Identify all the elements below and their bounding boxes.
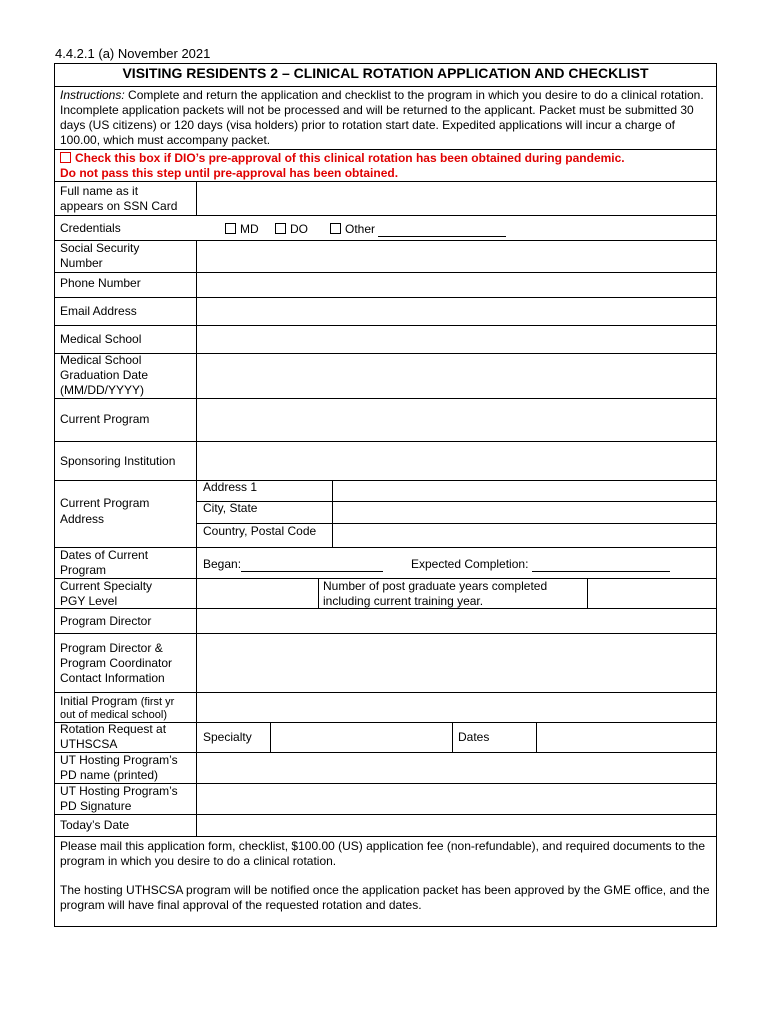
email-label: Email Address	[60, 304, 137, 318]
initial-program-field[interactable]	[197, 693, 716, 722]
phone-field[interactable]	[197, 273, 716, 297]
grad-date-label-line3: (MM/DD/YYYY)	[60, 383, 144, 397]
full-name-label-line1: Full name as it	[60, 184, 139, 198]
initial-program-label	[60, 694, 174, 710]
pd-contact-label-line3: Contact Information	[60, 671, 165, 685]
pd-signature-label-line2: PD Signature	[60, 799, 132, 813]
credential-other-option[interactable]	[330, 222, 506, 237]
program-director-label: Program Director	[60, 614, 152, 628]
form-title: VISITING RESIDENTS 2 – CLINICAL ROTATION APPLICATION AND CHECKLIST	[122, 65, 649, 81]
current-specialty-field[interactable]	[197, 579, 318, 608]
dates-current-label-line2: Program	[60, 563, 107, 577]
todays-date-label: Today’s Date	[60, 818, 130, 832]
ssn-field[interactable]	[197, 241, 716, 272]
preapproval-text: Check this box if DIO’s pre-approval of this clinical rotation has been obtained during pandemic.	[75, 151, 625, 165]
pd-contact-label-line2: Program Coordinator	[60, 656, 173, 670]
pd-name-field[interactable]	[197, 753, 716, 783]
rotation-request-label-line1: Rotation Request at	[60, 722, 167, 736]
ssn-label-line2: Number	[60, 256, 103, 270]
divider	[54, 547, 717, 548]
grad-date-label-line2: Graduation Date	[60, 368, 149, 382]
divider	[54, 836, 717, 837]
divider	[318, 578, 319, 608]
address1-label: Address 1	[203, 480, 258, 494]
began-label	[203, 557, 383, 572]
medical-school-label: Medical School	[60, 332, 142, 346]
specialty-pgy-label-line1: Current Specialty	[60, 579, 153, 593]
divider	[54, 149, 717, 150]
pd-contact-label-line1: Program Director &	[60, 641, 163, 655]
country-postal-label: Country, Postal Code	[203, 524, 317, 538]
expected-completion-field[interactable]	[532, 559, 670, 572]
other-label: Other	[345, 222, 376, 236]
instructions-text: Complete and return the application and checklist to the program in which you desire to do a clinical rotation. Incomplete application packets will not be processed and will be returned to the applicant. Packet must be submitted 30 days (US citizens) or 120 days (visa holders) prior to rotation start date. Expedited applications will incur a charge of 100.00, which must accompany packet.	[60, 88, 704, 147]
credential-md-option[interactable]	[225, 222, 259, 237]
pd-signature-field[interactable]	[197, 784, 716, 814]
rotation-request-label-line2: UTHSCSA	[60, 737, 118, 751]
pd-name-label-line1: UT Hosting Program’s	[60, 753, 178, 767]
divider	[54, 86, 717, 87]
current-program-label: Current Program	[60, 412, 150, 426]
divider	[54, 215, 717, 216]
credential-do-option[interactable]	[275, 222, 308, 237]
do-label: DO	[290, 222, 308, 236]
pg-years-label-line1: Number of post graduate years completed	[323, 579, 548, 593]
pd-name-label-line2: PD name (printed)	[60, 768, 159, 782]
dates-label: Dates	[458, 730, 490, 744]
program-address-label-line2: Address	[60, 512, 105, 526]
divider	[452, 722, 453, 752]
notification-note: The hosting UTHSCSA program will be notified once the application packet has been approved by the GME office, and the program will have final approval of the requested rotation and dates.	[60, 883, 710, 912]
program-director-field[interactable]	[197, 609, 716, 633]
sponsoring-institution-field[interactable]	[197, 442, 716, 480]
began-field[interactable]	[241, 559, 383, 572]
address1-field[interactable]	[333, 481, 716, 501]
phone-label: Phone Number	[60, 276, 141, 290]
initial-program-note-line2: out of medical school)	[60, 709, 167, 721]
initial-program-text: Initial Program	[60, 694, 138, 708]
rotation-dates-field[interactable]	[537, 723, 716, 752]
rotation-specialty-field[interactable]	[271, 723, 452, 752]
grad-date-label-line1: Medical School	[60, 353, 142, 367]
preapproval-checkbox[interactable]	[60, 152, 71, 163]
began-text: Began:	[203, 557, 242, 571]
specialty-label: Specialty	[203, 730, 252, 744]
current-program-field[interactable]	[197, 399, 716, 441]
preapproval-warning: Do not pass this step until pre-approval has been obtained.	[60, 166, 399, 180]
country-postal-field[interactable]	[333, 524, 716, 547]
full-name-field[interactable]	[197, 182, 716, 215]
city-state-field[interactable]	[333, 502, 716, 523]
other-checkbox[interactable]	[330, 223, 341, 234]
other-credential-field[interactable]	[378, 224, 506, 237]
md-label: MD	[240, 222, 259, 236]
medical-school-field[interactable]	[197, 326, 716, 353]
instructions	[60, 88, 712, 148]
initial-program-note: (first yr	[140, 696, 175, 708]
document-id: 4.4.2.1 (a) November 2021	[55, 46, 211, 61]
pd-signature-label-line1: UT Hosting Program’s	[60, 784, 178, 798]
md-checkbox[interactable]	[225, 223, 236, 234]
mail-instructions: Please mail this application form, checklist, $100.00 (US) application fee (non-refundable), and required documents to the program in which you desire to do a clinical rotation.	[60, 839, 706, 868]
expected-completion-text: Expected Completion:	[411, 557, 529, 571]
instructions-label: Instructions:	[60, 88, 125, 102]
credentials-label: Credentials	[60, 221, 121, 235]
ssn-label-line1: Social Security	[60, 241, 140, 255]
preapproval-checkbox-row[interactable]	[60, 151, 625, 166]
dates-current-label-line1: Dates of Current	[60, 548, 149, 562]
pd-contact-field[interactable]	[197, 634, 716, 692]
todays-date-field[interactable]	[197, 815, 716, 836]
city-state-label: City, State	[203, 501, 258, 515]
sponsoring-institution-label: Sponsoring Institution	[60, 454, 176, 468]
email-field[interactable]	[197, 298, 716, 325]
specialty-pgy-label-line2: PGY Level	[60, 594, 118, 608]
pg-years-label-line2: including current training year.	[323, 594, 484, 608]
full-name-label-line2: appears on SSN Card	[60, 199, 178, 213]
do-checkbox[interactable]	[275, 223, 286, 234]
pgy-level-field[interactable]	[588, 579, 716, 608]
expected-completion-label	[411, 557, 670, 572]
program-address-label-line1: Current Program	[60, 496, 150, 510]
grad-date-field[interactable]	[197, 354, 716, 398]
